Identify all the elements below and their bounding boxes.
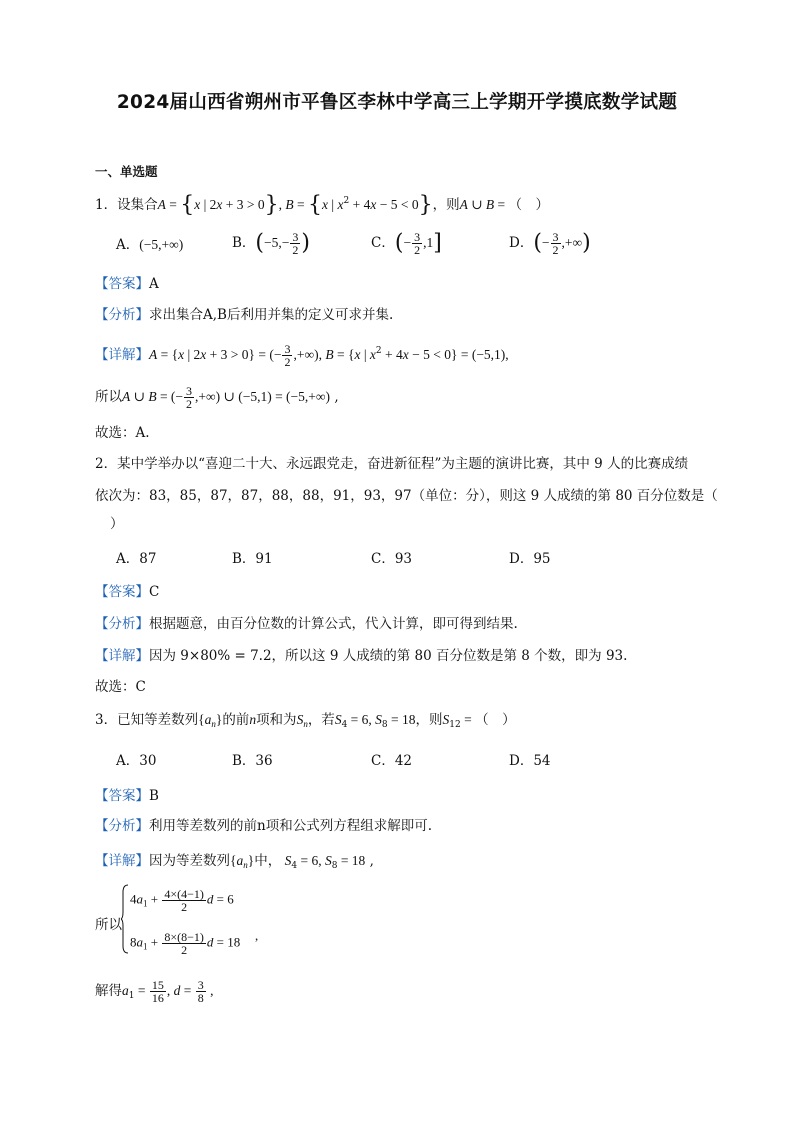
q1-option-d: D．(− $\frac{3}{2}$ ,+∞) [509,230,591,257]
analysis-tag: 【 分析 】 [95,616,149,632]
q1-stem-suffix: （ ） [508,197,550,213]
q2-detail: 【 详解 】 因为 9×80% = 7.2，所以这 9 人成绩的第 80 百分位数是第 8 个数，即为 93. [95,647,627,665]
answer-tag: 【 答案 】 [95,584,149,600]
section-heading: 一、单选题 [95,164,158,179]
q1-option-c: C．(− $\frac{3}{2}$ ,1] [371,230,442,257]
q3-option-a: A．30 [116,753,157,769]
analysis-tag: 【 分析 】 [95,307,149,323]
q1-analysis: 【 分析 】 求出集合A,B后利用并集的定义可求并集. [95,306,393,324]
q2-option-b: B．91 [232,551,273,567]
answer-tag: 【 答案 】 [95,276,149,292]
q2-stem-line-2: 依次为：83，85，87，87，88，88，91，93，97（单位：分），则这 9 人成绩的第 80 百分位数是（ [95,488,718,504]
q3-so-label: 所以 [95,917,122,933]
q2-answer: 【 答案 】 C [95,583,159,601]
answer-tag: 【 答案 】 [95,788,149,804]
q1-detail: 【 详解 】 A = {x | 2x + 3 > 0} = (− $\frac{3}{2}$ ,+∞), B = {x | $x^2 + 4x - 5 < 0\} = (-5,1)$, [95,342,509,368]
q3-option-d: D．54 [509,753,551,769]
q1-set-a: A [157,197,166,212]
q3-equation-comma: , [255,928,259,943]
q1-stem-prefix: 1．设集合 [95,197,158,213]
q3-detail: 【 详解 】 因为等差数列$\{a_n\}$中， $S_4 = 6$, $S_8 = 18$ , [95,852,374,875]
detail-tag: 【 详解 】 [95,347,149,363]
document-title: 2024届山西省朔州市平鲁区李林中学高三上学期开学摸底数学试题 [116,92,678,113]
q3-equation-1: $4a_1$ + $\frac{4\times(4-1)}{2}$ d = 6 [130,887,234,914]
q3-answer: 【 答案 】 B [95,787,159,805]
detail-tag: 【 详解 】 [95,648,149,664]
q1-option-a: A．(−5,+∞) [116,237,184,253]
brace-icon [121,884,129,954]
q3-solution: 解得$a_1$ = $\frac{15}{16}$ , d = $\frac{3}{8}$ , [95,978,214,1005]
q1-stem-middle: ，则 [432,197,460,213]
q3-option-b: B．36 [232,753,273,769]
q2-conclusion: 故选：C [95,679,146,695]
q3-equation-2: $8a_1$ + $\frac{8\times(8-1)}{2}$ d = 18 [130,930,241,957]
q2-analysis: 【 分析 】 根据题意，由百分位数的计算公式，代入计算，即可得到结果. [95,615,518,633]
q1-stem: 1．设集合A = {x | 2x + 3 > 0}, B = {x | $x^2 + 4x - 5 < 0$}，则A ∪ B = （ ） [95,192,550,218]
q2-option-c: C．93 [371,551,413,567]
q3-option-c: C．42 [371,753,413,769]
q2-stem-line-3: ） [110,516,124,532]
q2-option-a: A．87 [116,551,157,567]
q2-option-d: D．95 [509,551,551,567]
q3-stem: 3．已知等差数列$\{a_n\}$的前n项和为$S_n$，若$S_4 = 6$, $S_8 = 18$，则$S_{12}$ = （ ） [95,712,516,730]
q1-option-b: B．(−5,− $\frac{3}{2}$ ) [232,230,310,257]
q3-analysis: 【 分析 】 利用等差数列的前n项和公式列方程组求解即可. [95,817,432,835]
detail-tag: 【 详解 】 [95,853,149,869]
q1-conclusion: 故选：A. [95,425,150,441]
q2-stem-line-1: 2．某中学举办以“喜迎二十大、永远跟党走，奋进新征程”为主题的演讲比赛，其中 9 人的比赛成绩 [95,456,689,472]
analysis-tag: 【 分析 】 [95,818,149,834]
q1-answer: 【 答案 】 A [95,275,159,293]
q1-detail-union: 所以A ∪ B = (− $\frac{3}{2}$ ,+∞) ∪ (−5,1) = (−5,+∞) , [95,384,339,411]
